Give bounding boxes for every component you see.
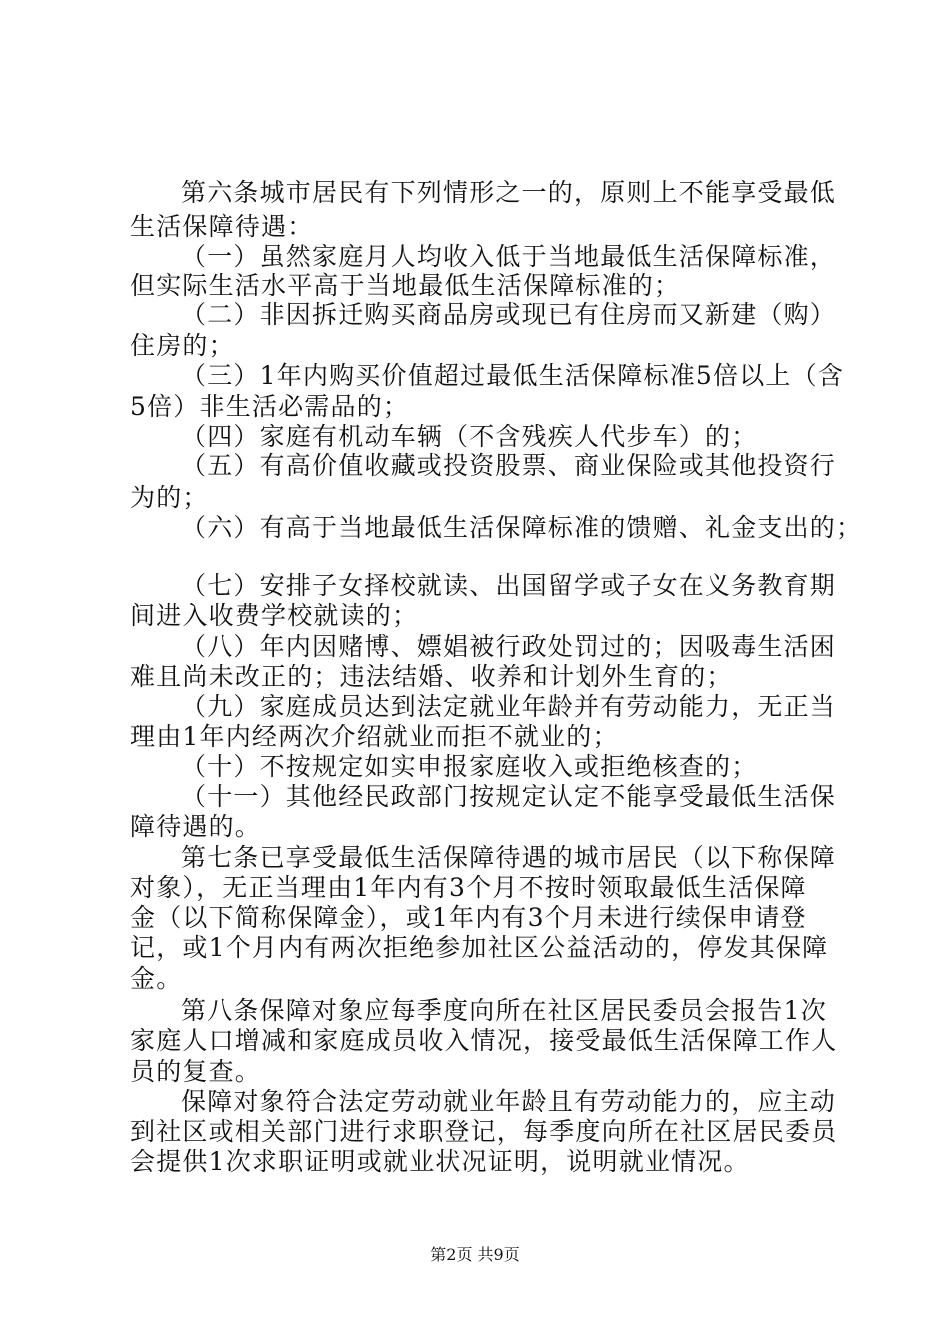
text-line: 记，或1个月内有两次拒绝参加社区公益活动的，停发其保障 bbox=[130, 933, 829, 962]
text-line: 第八条保障对象应每季度向所在社区居民委员会报告1次 bbox=[181, 996, 827, 1025]
text-line: 到社区或相关部门进行求职登记，每季度向所在社区居民委员 bbox=[130, 1117, 838, 1146]
text-line: （四）家庭有机动车辆（不含残疾人代步车）的； bbox=[181, 422, 758, 451]
text-line: （二）非因拆迁购买商品房或现已有住房而又新建（购） bbox=[181, 300, 837, 329]
text-line: 间进入收费学校就读的； bbox=[130, 601, 419, 630]
text-line: （十）不按规定如实申报家庭收入或拒绝核查的； bbox=[181, 752, 758, 781]
text-line: 生活保障待遇： bbox=[130, 212, 314, 241]
text-line: 保障对象符合法定劳动就业年龄且有劳动能力的，应主动 bbox=[181, 1087, 837, 1116]
text-line: 家庭人口增减和家庭成员收入情况，接受最低生活保障工作人 bbox=[130, 1026, 838, 1055]
text-line: 为的； bbox=[130, 483, 209, 512]
text-line: 第七条已享受最低生活保障待遇的城市居民（以下称保障 bbox=[181, 843, 837, 872]
text-line: （三）1年内购买价值超过最低生活保障标准5倍以上（含 bbox=[181, 361, 845, 390]
text-line: 住房的； bbox=[130, 331, 235, 360]
text-line: 障待遇的。 bbox=[130, 812, 262, 841]
text-line: 难且尚未改正的；违法结婚、收养和计划外生育的； bbox=[130, 662, 733, 691]
text-line: 员的复查。 bbox=[130, 1057, 262, 1086]
text-line: （十一）其他经民政部门按规定认定不能享受最低生活保 bbox=[181, 782, 837, 811]
text-line: 但实际生活水平高于当地最低生活保障标准的； bbox=[130, 271, 681, 300]
text-line: （六）有高于当地最低生活保障标准的馈赠、礼金支出的； bbox=[181, 513, 863, 542]
text-line: （九）家庭成员达到法定就业年龄并有劳动能力，无正当 bbox=[181, 692, 837, 721]
text-line: （八）年内因赌博、嫖娼被行政处罚过的；因吸毒生活困 bbox=[181, 632, 837, 661]
text-line: （七）安排子女择校就读、出国留学或子女在义务教育期 bbox=[181, 571, 837, 600]
text-line: 5倍）非生活必需品的； bbox=[130, 392, 410, 421]
text-line: 金。 bbox=[130, 964, 183, 993]
text-line: 理由1年内经两次介绍就业而拒不就业的； bbox=[130, 722, 619, 751]
text-line: 第六条城市居民有下列情形之一的，原则上不能享受最低 bbox=[181, 178, 837, 207]
text-line: 金（以下简称保障金），或1年内有3个月未进行续保申请登 bbox=[130, 903, 807, 932]
page-number-footer: 第2页 共9页 bbox=[430, 1245, 520, 1264]
text-line: （一）虽然家庭月人均收入低于当地最低生活保障标准， bbox=[181, 242, 837, 271]
text-line: （五）有高价值收藏或投资股票、商业保险或其他投资行 bbox=[181, 451, 837, 480]
text-line: 会提供1次求职证明或就业状况证明，说明就业情况。 bbox=[130, 1147, 750, 1176]
text-line: 对象），无正当理由1年内有3个月不按时领取最低生活保障 bbox=[130, 873, 807, 902]
